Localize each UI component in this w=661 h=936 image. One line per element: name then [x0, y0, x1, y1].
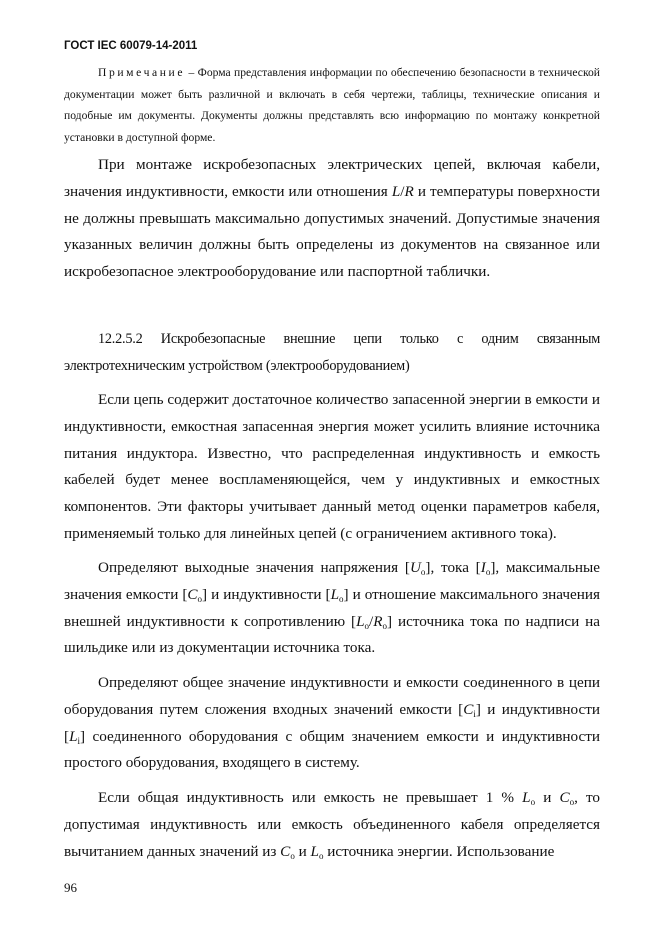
- note-dash: –: [185, 66, 198, 79]
- sub-o: o: [485, 567, 491, 577]
- symbol-R: R: [373, 612, 383, 630]
- p4-text-b: ], тока [: [425, 559, 481, 576]
- symbol-L: L: [330, 585, 340, 603]
- paragraph-one-percent-rule: [64, 785, 600, 865]
- sub-o: o: [339, 593, 344, 604]
- sub-i: i: [77, 735, 81, 746]
- p4-text-e: ] и отношение максимального значения внешней индуктивности к сопротивлению [: [64, 585, 600, 630]
- paragraph-stored-energy: [64, 387, 600, 548]
- p6-and: и: [535, 789, 560, 806]
- symbol-L: L: [522, 789, 531, 806]
- symbol-I: I: [480, 559, 486, 576]
- p3-text: Если цепь содержит достаточное количество запасенной энергии в емкости и индуктивности, емкостная запасенная энергия может усилить влияние источника питания индуктора. Известно, что распределенная индуктивность и емкость кабелей будет менее воспламеняющейся, чем у индуктивных и емкостных компонентов. Эти факторы учитывает данный метод оценки параметров кабеля, применяемый только для линейных цепей (с ограничением активного тока).: [64, 391, 600, 542]
- p4-text-f: ] источника тока по надписи на шильдике или из документации источника тока.: [64, 612, 600, 657]
- symbol-L: L: [69, 727, 78, 745]
- sub-i: i: [473, 708, 476, 719]
- p6-and-2: и: [294, 842, 311, 860]
- sub-o: o: [364, 620, 370, 631]
- document-header: ГОСТ IEC 60079-14-2011: [64, 40, 198, 52]
- note-text: Форма представления информации по обеспечению безопасности в технической документации может быть различной и включать в себя чертежи, таблицы, технические описания и подобные им документы. Документы должны представлять всю информацию по монтажу конкретной установки в доступной форме.: [64, 66, 601, 144]
- sub-o: o: [290, 850, 295, 861]
- sub-o: o: [530, 797, 536, 807]
- p4-text-d: ] и индуктивности [: [202, 585, 331, 603]
- note-paragraph: [64, 62, 600, 148]
- symbol-slash: /: [400, 182, 405, 200]
- symbol-C: C: [280, 842, 291, 860]
- symbol-L: L: [356, 612, 365, 630]
- p6-text-a: Если общая индуктивность или емкость не превышает 1 %: [98, 789, 523, 806]
- p4-text-a: Определяют выходные значения напряжения [: [98, 559, 410, 576]
- sub-o: o: [382, 620, 388, 631]
- sub-o: o: [319, 850, 324, 861]
- section-12-2-5-2: [64, 326, 600, 380]
- p5-text-d: ] соединенного оборудования с общим значением емкости и индуктивности простого оборудования, входящего в систему.: [64, 727, 600, 772]
- sub-o: o: [197, 593, 203, 604]
- note-label: Примечание: [98, 66, 186, 79]
- symbol-C: C: [463, 700, 474, 718]
- symbol-R: R: [404, 182, 414, 200]
- paragraph-intrinsic-safety-limits: [64, 152, 600, 286]
- p6-text-b: , то допустимая индуктивность или емкость объединенного кабеля определяется вычитанием данных значений из: [64, 789, 600, 860]
- p5-text-a: Определяют общее значение индуктивности и емкости соединенного в цепи оборудования путем сложения входных значений емкости [: [64, 674, 600, 718]
- page-number: 96: [64, 880, 77, 895]
- paragraph-total-inductance: [64, 670, 600, 777]
- paragraph-output-values: [64, 555, 600, 662]
- p6-text-d: источника энергии. Использование: [323, 842, 555, 860]
- sub-o: o: [569, 797, 575, 807]
- p1-text-a: При монтаже искробезопасных электрических цепей, включая кабели, значения индуктивности, емкости или отношения: [64, 156, 600, 200]
- sub-o: o: [420, 567, 426, 577]
- symbol-L: L: [391, 182, 401, 200]
- symbol-L: L: [310, 842, 319, 860]
- symbol-C: C: [559, 789, 570, 806]
- p4-text-c: ], максимальные значения емкости [: [64, 559, 600, 603]
- p1-text-b: и температуры поверхности не должны превышать максимально допустимых значений. Допустимые значения указанных величин должны быть определены из документов на связанное или искробезопасное электрооборудование или паспортной таблички.: [64, 182, 600, 281]
- p5-text-b: ] и индуктивности [: [64, 700, 601, 745]
- symbol-slash: /: [369, 612, 374, 630]
- section-number: 12.2.5.2: [98, 331, 143, 347]
- section-title: Искробезопасные внешние цепи только с одним связанным электротехническим устройством (электрооборудованием): [64, 331, 600, 374]
- symbol-U: U: [409, 559, 421, 576]
- symbol-C: C: [187, 585, 198, 603]
